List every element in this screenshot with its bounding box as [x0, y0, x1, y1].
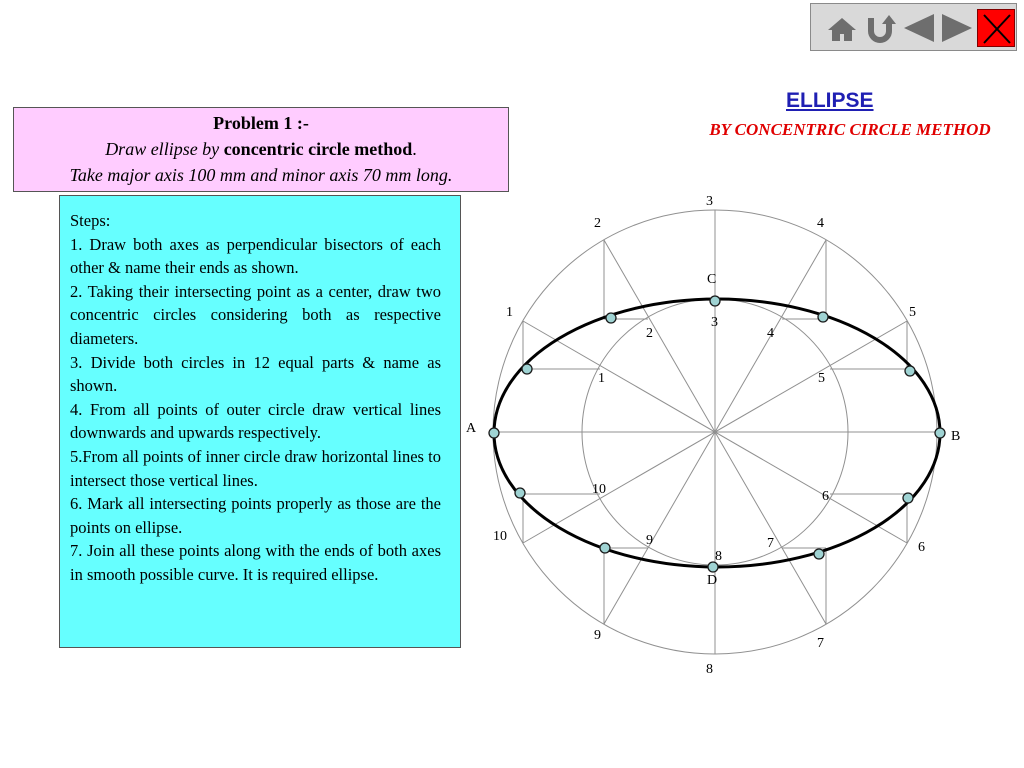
problem-heading: Problem 1 :- [213, 113, 309, 133]
step-2: 2. Taking their intersecting point as a center, draw two concentric circles considering both as respective diameters. [70, 281, 441, 348]
slide-title: ELLIPSE [786, 89, 874, 112]
inner-label-1: 1 [598, 371, 605, 386]
inner-label-2: 2 [646, 326, 653, 341]
ellipse-point [818, 312, 828, 322]
step-1: 1. Draw both axes as perpendicular bisectors of each other & name their ends as shown. [70, 234, 441, 278]
problem-line-2-end: . [412, 139, 417, 159]
triangle-right-icon [938, 9, 976, 47]
inner-label-4: 4 [767, 326, 774, 341]
label-D: D [707, 573, 718, 588]
steps-heading: Steps: [70, 211, 111, 230]
ellipse-point [935, 428, 945, 438]
slide-subtitle: BY CONCENTRIC CIRCLE METHOD [709, 120, 991, 139]
inner-label-7: 7 [767, 536, 774, 551]
triangle-left-icon [900, 9, 938, 47]
ellipse-point [710, 296, 720, 306]
ellipse-points [489, 296, 945, 572]
problem-line-2 [14, 136, 508, 162]
outer-label-8: 8 [706, 662, 713, 677]
ellipse-point [814, 549, 824, 559]
ellipse-point [515, 488, 525, 498]
step-3: 3. Divide both circles in 12 equal parts & name as shown. [70, 352, 441, 396]
return-button[interactable] [861, 9, 899, 47]
outer-label-6: 6 [918, 540, 925, 555]
ellipse-point [903, 493, 913, 503]
close-x-icon [978, 10, 1016, 48]
outer-label-9: 9 [594, 628, 601, 643]
previous-slide-button[interactable] [900, 9, 938, 47]
ellipse-point [522, 364, 532, 374]
step-7: 7. Join all these points along with the ends of both axes in smooth possible curve. It is required ellipse. [70, 541, 441, 584]
inner-label-8: 8 [715, 549, 722, 564]
outer-label-7: 7 [817, 636, 824, 651]
problem-line-2-italic: Draw ellipse by [105, 139, 224, 159]
problem-statement-box [13, 107, 509, 192]
outer-label-5: 5 [909, 305, 916, 320]
close-button[interactable] [977, 9, 1015, 47]
problem-line-2-bold: concentric circle method [223, 139, 413, 159]
ellipse-point [600, 543, 610, 553]
u-turn-icon [861, 9, 899, 47]
slide-navigation-bar [810, 3, 1017, 51]
outer-label-1: 1 [506, 305, 513, 320]
steps-box [59, 195, 461, 648]
outer-label-3: 3 [706, 194, 713, 209]
label-B: B [951, 429, 961, 444]
home-icon [823, 9, 861, 47]
label-A: A [466, 421, 477, 436]
ellipse-point [489, 428, 499, 438]
outer-label-2: 2 [594, 216, 601, 231]
step-6: 6. Mark all intersecting points properly as those are the points on ellipse. [70, 494, 441, 537]
outer-label-4: 4 [817, 216, 824, 231]
step-4: 4. From all points of outer circle draw vertical lines downwards and upwards respectively. [70, 399, 441, 443]
label-C: C [707, 272, 717, 287]
inner-label-3: 3 [711, 315, 718, 330]
home-button[interactable] [823, 9, 861, 47]
inner-label-5: 5 [818, 371, 825, 386]
outer-label-10: 10 [493, 529, 507, 544]
step-5: 5.From all points of inner circle draw horizontal lines to intersect those vertical lines. [70, 446, 441, 490]
problem-line-3: Take major axis 100 mm and minor axis 70 mm long. [69, 165, 453, 185]
inner-label-10: 10 [592, 482, 606, 497]
next-slide-button[interactable] [938, 9, 976, 47]
inner-label-9: 9 [646, 533, 653, 548]
ellipse-point [606, 313, 616, 323]
inner-label-6: 6 [822, 489, 829, 504]
ellipse-point [905, 366, 915, 376]
